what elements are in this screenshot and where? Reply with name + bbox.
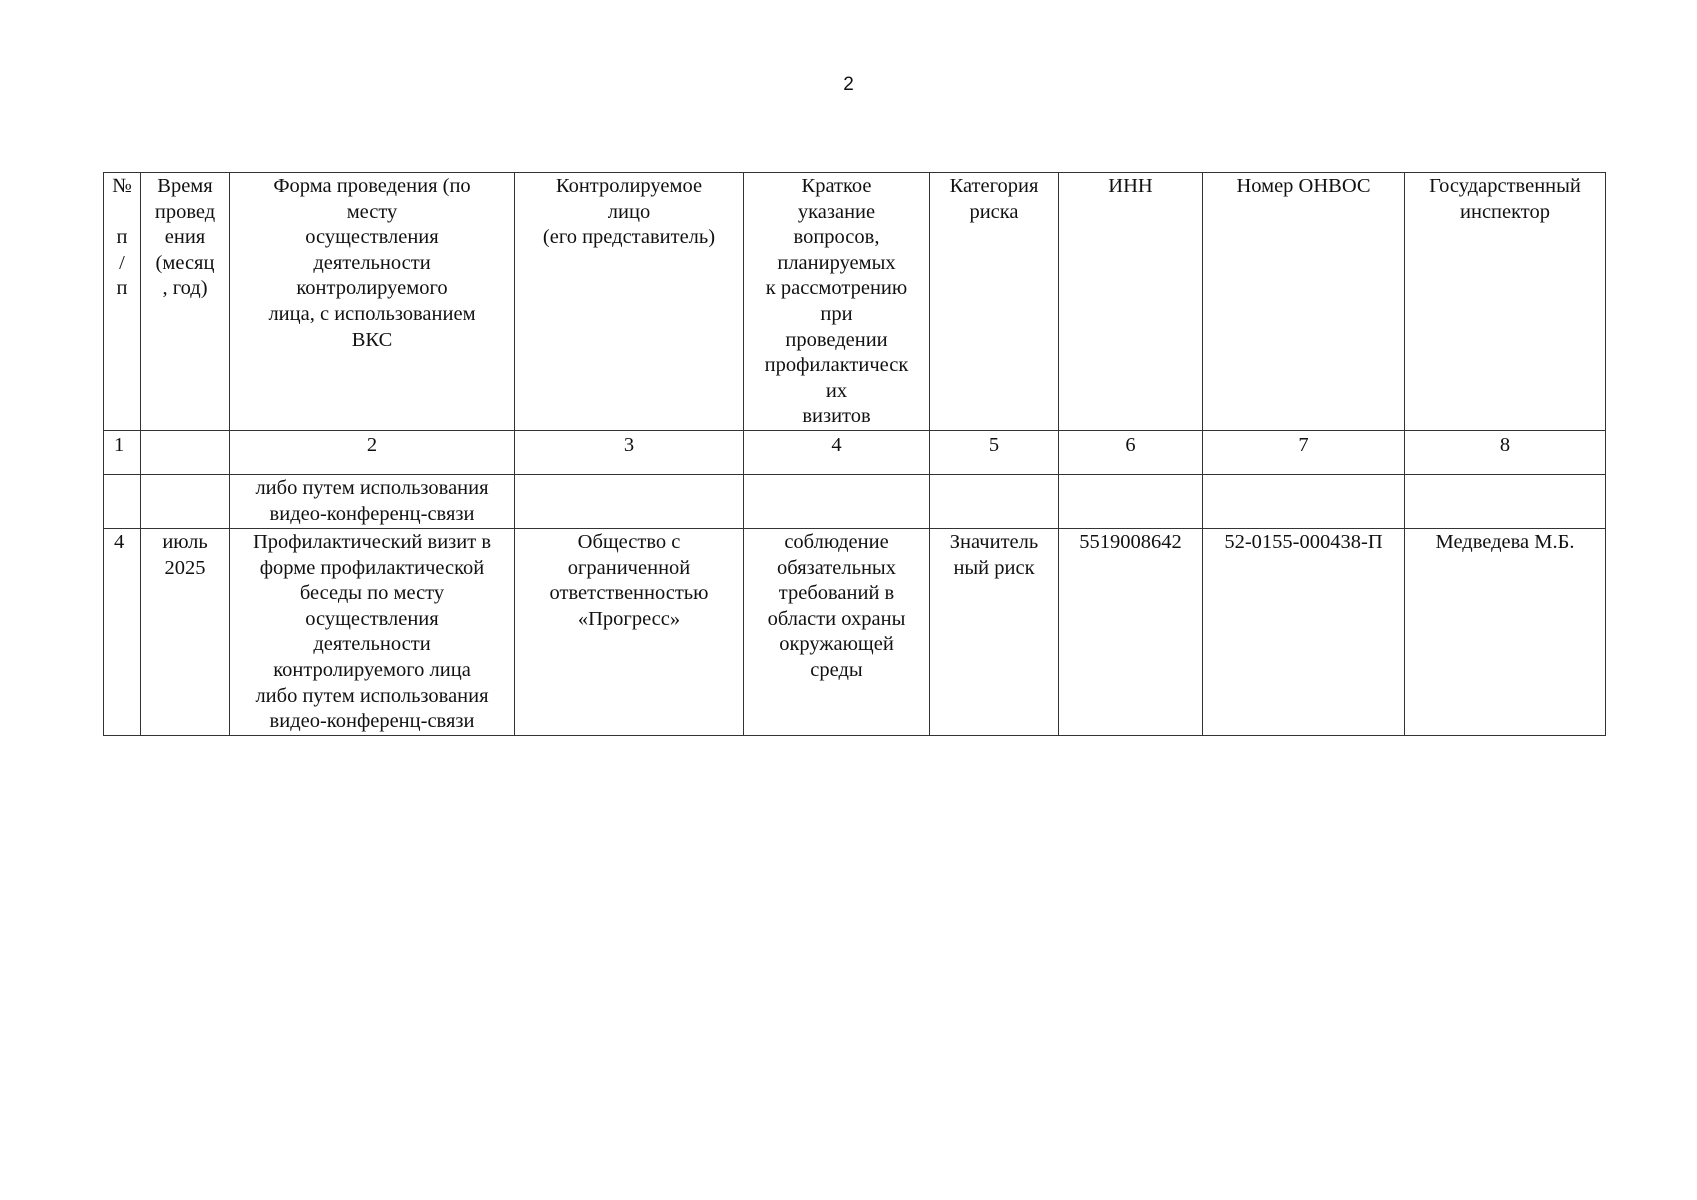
header-cell-form: Форма проведения (по месту осуществления деятельности контролируемого лица, с использованием ВКС [230,173,515,431]
table-cell [515,474,744,528]
column-number-cell: 5 [930,430,1059,474]
table-cell [1203,474,1405,528]
table-cell [104,474,141,528]
table-cell [1405,474,1606,528]
column-number-cell: 6 [1059,430,1203,474]
header-cell-controlled-person: Контролируемое лицо (его представитель) [515,173,744,431]
table-cell [141,474,230,528]
column-number-cell [141,430,230,474]
header-cell-time: Время провед ения (месяц , год) [141,173,230,431]
header-cell-issues: Краткое указание вопросов, планируемых к рассмотрению при проведении профилактическ их визитов [744,173,930,431]
controlled-person-cell: Общество с ограниченной ответственностью «Прогресс» [515,528,744,735]
header-cell-inspector: Государственный инспектор [1405,173,1606,431]
row-number-cell: 4 [104,528,141,735]
visit-form-cell: Профилактический визит в форме профилактической беседы по месту осуществления деятельности контролируемого лица либо путем использования видео-конференц-связи [230,528,515,735]
table-cell [1059,474,1203,528]
column-number-cell: 2 [230,430,515,474]
column-number-cell: 4 [744,430,930,474]
table-header-row [104,173,1606,431]
header-cell-inn: ИНН [1059,173,1203,431]
column-number-row [104,430,1606,474]
header-cell-risk-category: Категория риска [930,173,1059,431]
column-number-cell: 1 [104,430,141,474]
table-cell [744,474,930,528]
table-row [104,528,1606,735]
inn-cell: 5519008642 [1059,528,1203,735]
onvos-number-cell: 52-0155-000438-П [1203,528,1405,735]
risk-category-cell: Значитель ный риск [930,528,1059,735]
column-number-cell: 7 [1203,430,1405,474]
table-cell: либо путем использования видео-конференц-связи [230,474,515,528]
header-cell-onvos: Номер ОНВОС [1203,173,1405,431]
column-number-cell: 3 [515,430,744,474]
inspection-plan-table [103,172,1606,736]
column-number-cell: 8 [1405,430,1606,474]
page-number: 2 [843,74,854,95]
inspector-cell: Медведева М.Б. [1405,528,1606,735]
header-cell-number: № п / п [104,173,141,431]
table-cell [930,474,1059,528]
issues-cell: соблюдение обязательных требований в области охраны окружающей среды [744,528,930,735]
continuation-row [104,474,1606,528]
visit-time-cell: июль 2025 [141,528,230,735]
